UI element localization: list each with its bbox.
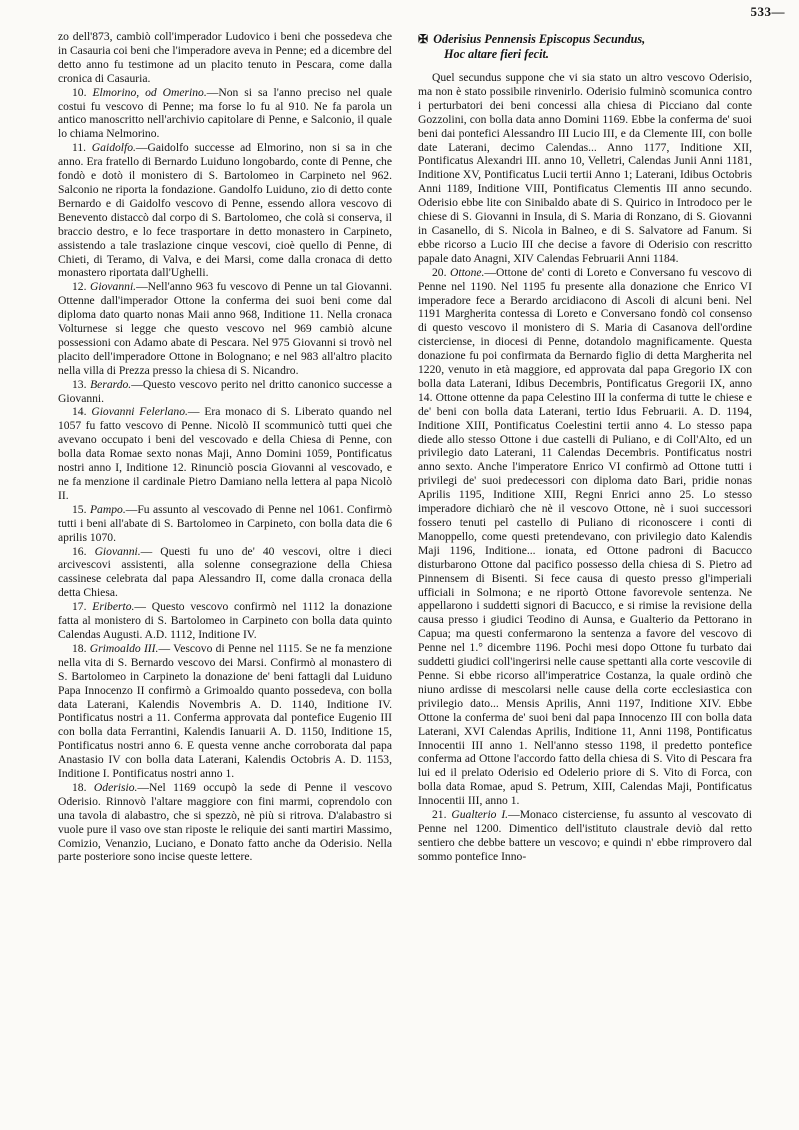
entry-name: Gaidolfo.: [91, 141, 136, 155]
bishop-entry: [58, 503, 392, 545]
bishop-entry: [58, 378, 392, 406]
entry-number: 18.: [72, 641, 87, 655]
bishop-entry: [58, 642, 392, 781]
entry-text: —Nell'anno 963 fu vescovo di Penne un tal Giovanni. Ottenne dall'imperador Ottone la conferma dei suoi beni come dal diploma dato quarto nonas Maii anno 968, Inditione 11. Nella cronaca Volturnese si legge che questo vescovo nel 969 cambiò alcune possessioni con Adamo abate di Pescara. Nel 975 Giovanni si trovò nel placito dell'imperadore Ottone in Bolognano; e nel 983 all'altro placito nella villa di Prezza presso la chiesa di S. Nicandro.: [58, 280, 392, 377]
entry-name: Eriberto.: [92, 600, 135, 614]
bishop-entry: [58, 280, 392, 377]
left-column: [58, 30, 392, 864]
bishop-entry: [58, 141, 392, 280]
bishop-entry: [58, 781, 392, 864]
entry-text: —Non si sa l'anno preciso nel quale costui fu vescovo di Penne; ma forse lo fu al 910. Ne fa parola un antico manoscritto nell'archivio capitolare di Penne, e Salconio, il quale lo chiama Nelmorino.: [58, 85, 392, 141]
entry-number: 14.: [72, 405, 87, 419]
entry-number: 15.: [72, 502, 87, 516]
entry-name: Giovanni Felerlano.: [91, 405, 188, 419]
bishop-entry: [58, 545, 392, 601]
paragraph: [58, 30, 392, 86]
entry-text: —Gaidolfo successe ad Elmorino, non si sa in che anno. Era fratello di Bernardo Luiduno longobardo, conte di Penne, che fondò e dotò il monistero di S. Bartolomeo in Carpineto nel 962. Salconio ne riporta la fondazione. Gandolfo Luiduno, zio di detto conte Bernardo e di Gaidolfo vescovo di Penne, essendo allora vescovo di Benevento distaccò dal corpo di S. Bartolomeo, che colà si conserva, il braccio destro, e lo fece trasportare in detto monastero in Carpineto, assistendo a tale traslazione cinque vescovi, cioè quello di Penne, di Chieti, di Teramo, di Valva, e dei Marsi, come dalla cronaca di detto monastero riportata dall'Ughelli.: [58, 141, 392, 280]
entry-text: —Monaco cisterciense, fu assunto al vescovato di Penne nel 1200. Dimentico dell'istituto claustrale deviò dal retto sentiero che debbe battere un vescovo; e quindi n' ebbe rimprovero dal sommo pontefice Inno-: [418, 808, 753, 863]
altar-inscription: [418, 32, 752, 61]
right-column: [418, 30, 752, 864]
bishop-entry: [418, 808, 752, 864]
entry-name: Giovanni.: [90, 280, 137, 294]
entry-text: —Questo vescovo perito nel dritto canonico successe a Giovanni.: [58, 377, 392, 405]
bishop-entry: [418, 266, 752, 808]
page-number: 533—: [750, 4, 785, 19]
paragraph-text: Quel secundus suppone che vi sia stato un altro vescovo Oderisio, ma non è stato possibile rinvenirlo. Oderisio fulminò scomunica contro i perturbatori dei beni concessi alla chiesa di Picciano dal conte Gozzolini, con bolla data anno Domini 1169. Ebbe la conferma de' suoi beni dai pontefici Alessandro III Lucio III, e da Clemente III, con bolle date Laterani, decimo Calendas... Anno 1177, Inditione XII, Pontificatus Alexandri III. anno 10, Velletri, Calendas Junii Anni 1181, Inditione XV, Pontificatus Lucii tertii Anno 1; Laterani, Idibus Octobris Anni 1189, Inditione VIII, Pontificatus Clementis III anno secundo. Oderisio ebbe lite con Sinibaldo abate di S. Quirico in Introdoco per le chiese di S. Giovanni in Insula, di S. Maria di Ronzano, di S. Giovanni in Casanello, di S. Nicola in Balneo, e di S. Salvatore ad Fanum. Si ebbe ricorso a Lucio III che decise a favore di Oderisio con rescritto papale dato Anagni, XIV Calendas Februarii Anni 1184.: [418, 71, 752, 265]
bishop-entry: [58, 405, 392, 502]
entry-number: 20.: [432, 265, 447, 279]
entry-text: — Vescovo di Penne nel 1115. Se ne fa menzione nella vita di S. Bernardo vescovo dei Marsi. Confirmò al monastero di S. Bartolomeo in Carpineto la donazione de' beni fattagli dal Luiduno Papa Innocenzo II confirmò a Grimoaldo quanto possedeva, con bolla data Laterani, Kalendis Novembris A. D. 1140, Inditione IV. Pontificatus nostri a 11. Conferma approvata dal pontefice Eugenio III con bolla data Ferrantini, Kalendis Ianuarii A. D. 1150, Inditione 15, Pontificatus nostri anno 6. E questa venne anche corroborata dal papa Anastasio IV con bolla data Laterani, Kalendis Octobris A. D. 1153, Inditione I. Pontificatus nostri anno 1.: [58, 641, 392, 781]
inscription-line-1: Oderisius Pennensis Episcopus Secundus,: [433, 32, 646, 46]
entry-name: Ottone.: [449, 265, 485, 279]
entry-name: Gualterio I.: [451, 808, 509, 822]
entry-number: 12.: [72, 280, 87, 294]
entry-name: Elmorino, od Omerino.: [92, 85, 207, 99]
entry-number: 10.: [72, 85, 87, 99]
entry-text: — Questo vescovo confirmò nel 1112 la donazione fatta al monistero di S. Bartolomeo in Carpineto con bolla data quinto Calendas Augusti. A.D. 1112, Inditione IV.: [58, 600, 392, 641]
entry-text: — Questi fu uno de' 40 vescovi, oltre i dieci arcivescovi assistenti, alla solenne consegrazione della Chiesa cassinese celebrata dal papa Alessandro II, come dalla cronaca della detta Chiesa.: [58, 544, 392, 600]
bishop-entry: [58, 86, 392, 142]
entry-text: —Nel 1169 occupò la sede di Penne il vescovo Oderisio. Rinnovò l'altare maggiore con fini marmi, coprendolo con una tavola di alabastro, che si spezzò, nè più si ritrova. D'alabastro si vuole pure il vaso ove stan riposte le reliquie dei santi martiri Massimo, Comizio, Venanzio, Luciano, e Donato fatto anche da Oderisio. Nella parte posteriore sono incise queste lettere.: [58, 780, 392, 864]
entry-number: 21.: [432, 808, 447, 822]
entry-name: Pampo.: [89, 502, 126, 516]
paragraph: [418, 71, 752, 266]
entry-number: 13.: [72, 377, 87, 391]
entry-name: Giovanni.: [94, 544, 141, 558]
entry-number: 11.: [72, 141, 87, 155]
entry-number: 18.: [72, 780, 87, 794]
entry-name: Oderisio.: [93, 780, 138, 794]
entry-text: — Era monaco di S. Liberato quando nel 1057 fu fatto vescovo di Penne. Nicolò II scommunicò tutti quei che avevano occupato i beni del vescovado e della Chiesa di Penne, con bolla data Romae sexto nonas Maji, Anno Domini 1059, Pontificatus nostri anno I, Inditione 12. Rinunciò poscia Giovanni al vescovado, e ne fa menzione il cardinale Pietro Damiano nella lettera al papa Nicolò II.: [58, 405, 392, 502]
entry-text: —Ottone de' conti di Loreto e Conversano fu vescovo di Penne nel 1190. Nel 1195 fu presente alla donazione che Enrico VI imperadore fece a Berardo arcidiacono di Ascoli di alcuni beni. Nel 1191 Margherita contessa di Loreto e Conversano fondò col consenso di questo vescovo il monistero di S. Maria di Casanova dell'ordine cisterciense, in diocesi di Penne, dotandolo magnificamente. Questa donazione fu poi confirmata da Bernardo figlio di detta Margherita nel 1220, venuto in età maggiore, ed approvata dal papa Gregorio IX con bolla data Laterani, Idibus Decembris, Pontificatus Gregorii IX, anno 14. Ottone ottenne da papa Celestino III la conferma di tutte le chiese e de' beni con bolla data Laterani, tertio Idus Februarii. A. D. 1194, Inditione XIII, Pontificatus Coelestini tertii anno 4. Lo stesso papa diede allo stesso Ottone i due castelli di Puliano, e di Coll'Alto, ed un privilegio dato Laterani, 11 Calendas Decembris. Pontificatus nostri anno sexto. Anche l'imperatore Enrico VI confirmò ad Ottone tutti i privilegi de' suoi predecessori con diploma dato Bari, pridie nonas Aprilis 1195, Inditione XIII, Regni Enrici anno 25. Lo stesso imperadore dichiarò che nè il vescovo Ottone, nè i suoi successori fossero tenuti pel castello di Puliano di riconoscere i conti di Manoppello, come questi pretendevano, con privilegio dato Kalendis Maji 1196, Inditione... ionata, ed Ottone padroni di Bacucco disturbarono Ottone dal pacifico possesso della chiesa di S. Pietro ad Pinnensem di Bisenti. Si fece causa di questo presso gl'imperiali ufficiali in Solmona; e ne riportò Ottone favorevole sentenza. Ne appellarono i suddetti signori di Bacucco, e si rimise la revisione della causa presso i giudici Teodino di Aunsa, e Gualterio da Pettorano in Capua; ma questi confermarono la sentenza a favore del vescovo di Penne nel 1.° dicembre 1196. Pochi mesi dopo Ottone fu turbato dai suddetti giudici coll'ingerirsi nelle cause spettanti alla corte vescovile di Penne. Si ebbe ricorso all'imperatrice Costanza, la quale ordinò che niuno ardisse di mescolarsi nelle cause della corte ecclesiastica con privilegio dato... Mensis Aprilis, Anni 1197, Inditione XIV. Ebbe Ottone la conferma de' suoi beni dal papa Innocenzo III con bolla data Laterani, XVI Calendas Aprilis, Inditione 11, Anni 1198, Pontificatus Innocentii III anno 1. Nell'anno stesso 1198, il predetto pontefice conferma ad Ottone l'accordo fatto della chiesa di S. Vito di Pescara fra lui ed il prelato Oderisio ed Odelerio priore di S. Vito di Forca, con bolla data Romae, apud S. Petrum, XIII, Calendas Maji, Pontificatus Innocentii III, anno 1.: [418, 265, 752, 808]
paragraph-text: zo dell'873, cambiò coll'imperador Ludovico i beni che possedeva che in Casauria coi beni che l'imperadore aveva in Penne; ed a dicembre del detto anno fu testimone ad un placito tenuto in Pescara, come dalla cronica di Casauria.: [58, 30, 392, 85]
entry-text: —Fu assunto al vescovado di Penne nel 1061. Confirmò tutti i beni all'abate di S. Bartolomeo in Carpineto, con bolla data die 6 aprilis 1070.: [58, 502, 392, 544]
entry-name: Grimoaldo III.: [89, 641, 159, 655]
entry-name: Berardo.: [90, 377, 132, 391]
bishop-entry: [58, 600, 392, 642]
maltese-cross-icon: ✠: [418, 32, 429, 46]
entry-number: 16.: [72, 544, 87, 558]
inscription-line-2: Hoc altare fieri fecit.: [444, 46, 549, 61]
entry-number: 17.: [72, 600, 87, 614]
